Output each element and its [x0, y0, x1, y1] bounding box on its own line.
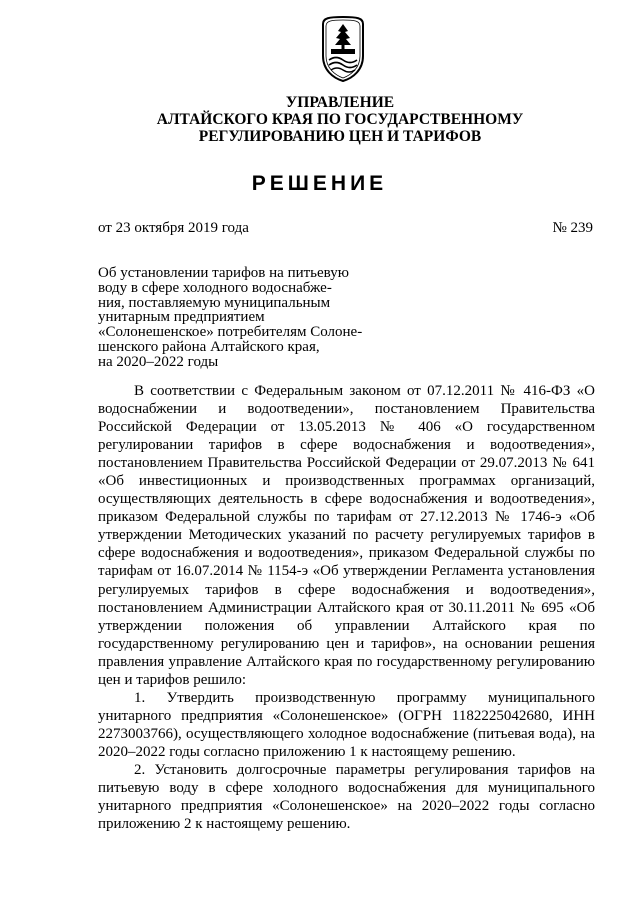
coat-of-arms-emblem — [317, 16, 369, 82]
agency-name-line: УПРАВЛЕНИЕ — [285, 94, 395, 111]
item-2-paragraph: 2. Установить долгосрочные параметры регулирования тарифов на питьевую воду в сфере холодного водоснабжения для муниципального унитарного предприятия «Солонешенское» на 2020–2022 годы согласно приложению 2 к настоящему решению. — [98, 761, 595, 833]
agency-name-line: АЛТАЙСКОГО КРАЯ ПО ГОСУДАРСТВЕННОМУ — [156, 111, 524, 128]
subject-line: «Солонешенское» потребителям Солоне- — [98, 324, 363, 341]
subject-line: унитарным предприятием — [98, 309, 265, 326]
subject-line: Об установлении тарифов на питьевую — [98, 265, 349, 281]
agency-name-line: РЕГУЛИРОВАНИЮ ЦЕН И ТАРИФОВ — [198, 128, 482, 145]
decision-number: № 239 — [552, 220, 593, 236]
subject-line: воду в сфере холодного водоснабже- — [98, 279, 332, 296]
decision-body — [98, 382, 595, 833]
subject-line: шенского района Алтайского края, — [98, 338, 320, 355]
decision-date: от 23 октября 2019 года — [98, 220, 249, 236]
preamble-paragraph: В соответствии с Федеральным законом от 07.12.2011 № 416-ФЗ «О водоснабжении и водоотведении», постановлением Правительства Российской Федерации от 13.05.2013 № 406 «О государственном регулировании тарифов в сфере водоснабжения и водоотведения», постановлением Правительства Российской Федерации от 29.07.2013 № 641 «Об инвестиционных и производственных программах организаций, осуществляющих деятельность в сфере водоснабжения и водоотведения», приказом Федеральной службы по тарифам от 27.12.2013 № 1746-э «Об утверждении Методических указаний по расчету регулируемых тарифов в сфере водоснабжения и водоотведения», приказом Федеральной службы по тарифам от 16.07.2014 № 1154-э «Об утверждении Регламента установления регулируемых тарифов в сфере водоснабжения и водоотведения», постановлением Администрации Алтайского края от 30.11.2011 № 695 «Об утверждении положения об управлении Алтайского края по государственному регулированию цен и тарифов», на основании решения правления управление Алтайского края по государственному регулированию цен и тарифов решило: — [98, 383, 595, 688]
subject-line: на 2020–2022 годы — [98, 353, 219, 370]
document-type-title: РЕШЕНИЕ — [251, 172, 388, 195]
item-1-paragraph: 1. Утвердить производственную программу муниципального унитарного предприятия «Солонешенское» (ОГРН 1182225042680, ИНН 2273003766), осуществляющего холодное водоснабжение (питьевая вода), на 2020–2022 годы согласно приложению 1 к настоящему решению. — [98, 689, 595, 760]
decision-subject — [98, 265, 363, 370]
agency-name — [120, 94, 560, 145]
subject-line: ния, поставляемую муниципальным — [98, 294, 331, 311]
